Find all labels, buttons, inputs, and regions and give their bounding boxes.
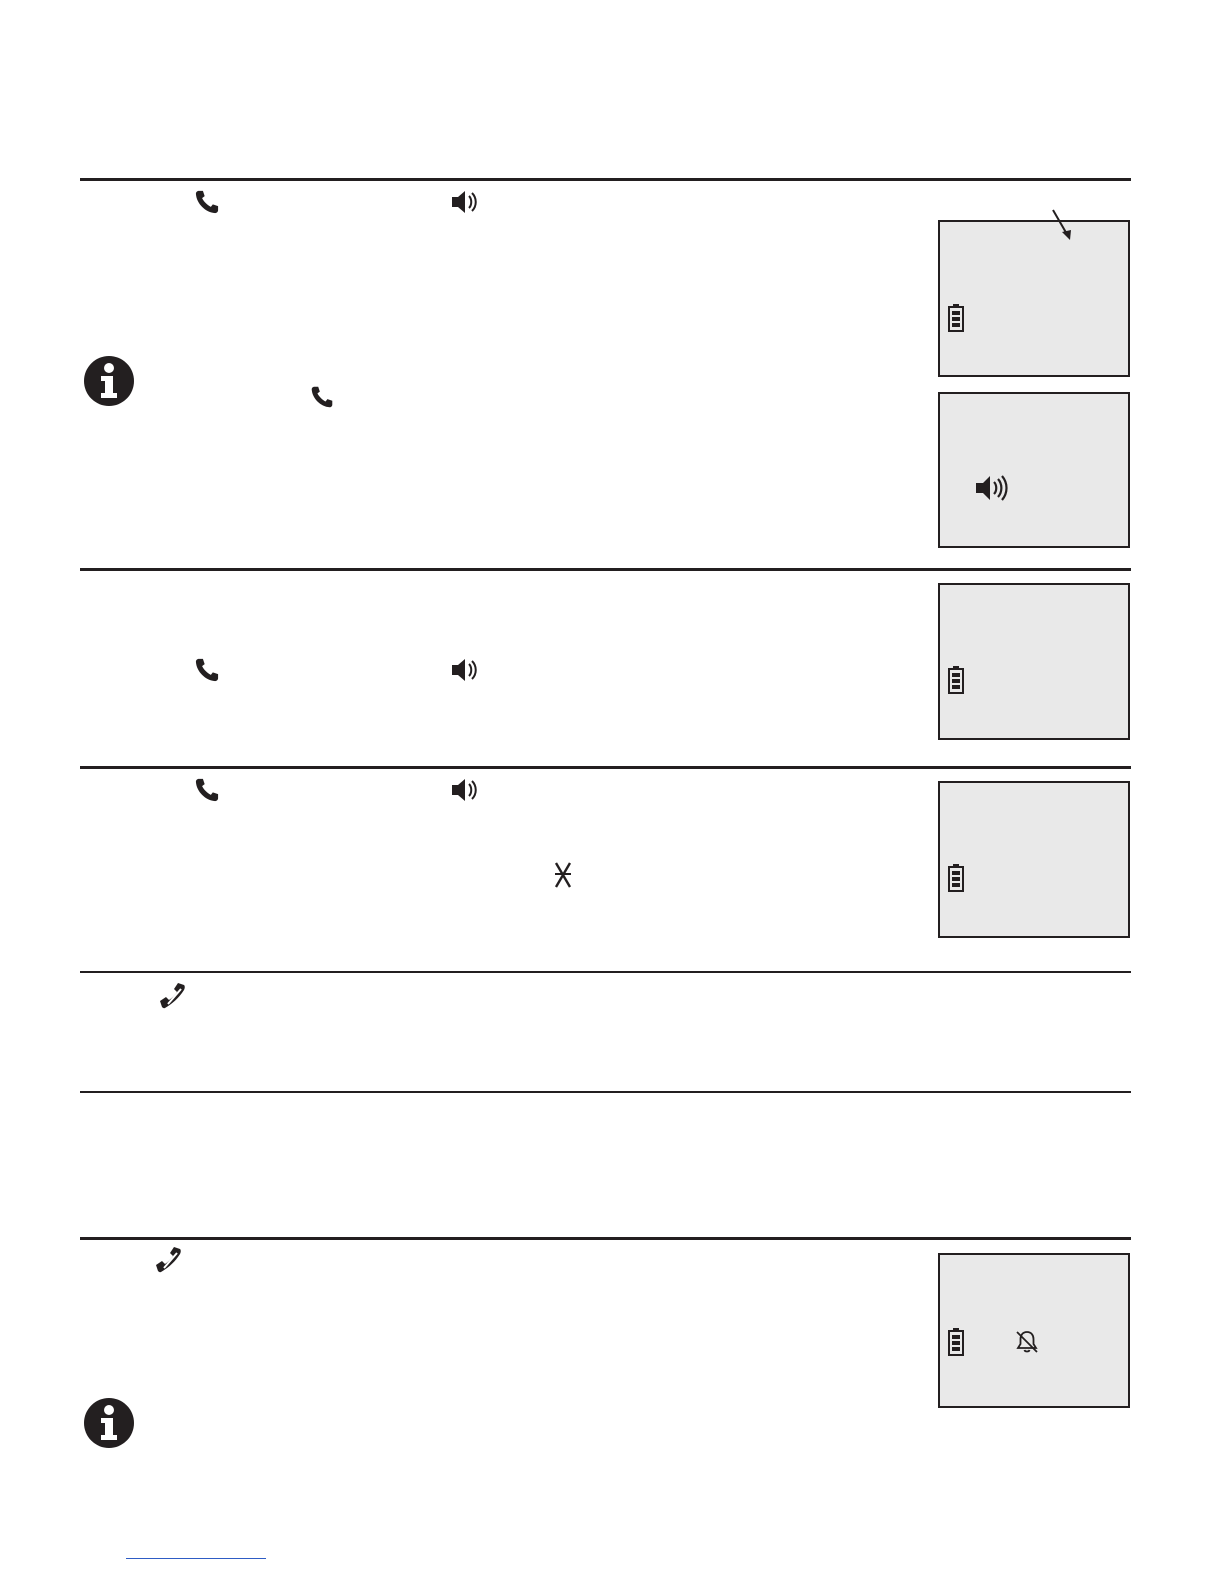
phone-icon [193,776,221,804]
speaker-icon [974,474,1008,502]
section-divider-1 [80,178,1131,181]
handset-screen-mute [938,781,1130,938]
arrow-icon [1050,208,1074,242]
battery-icon [948,304,964,332]
speaker-icon [450,189,482,215]
handset-screen-answer [938,583,1130,740]
info-icon [82,354,136,408]
phone-icon [309,384,335,410]
off-phone-icon [154,1245,184,1273]
section-divider-6 [80,1237,1131,1240]
footer-link-underline[interactable] [126,1558,266,1559]
handset-screen-talking [938,220,1130,377]
ringer-off-icon [1014,1329,1040,1355]
handset-screen-speaker [938,392,1130,548]
battery-icon [948,1328,964,1356]
off-phone-icon [158,981,188,1009]
section-divider-2 [80,568,1131,571]
phone-icon [193,656,221,684]
section-divider-5 [80,1091,1131,1093]
speaker-icon [450,777,482,803]
battery-icon [948,864,964,892]
handset-screen-ringer-off [938,1253,1130,1408]
mute-icon [553,861,573,889]
info-icon [82,1396,136,1450]
section-divider-3 [80,766,1131,769]
speaker-icon [450,657,482,683]
battery-icon [948,666,964,694]
phone-icon [193,188,221,216]
section-divider-4 [80,971,1131,973]
